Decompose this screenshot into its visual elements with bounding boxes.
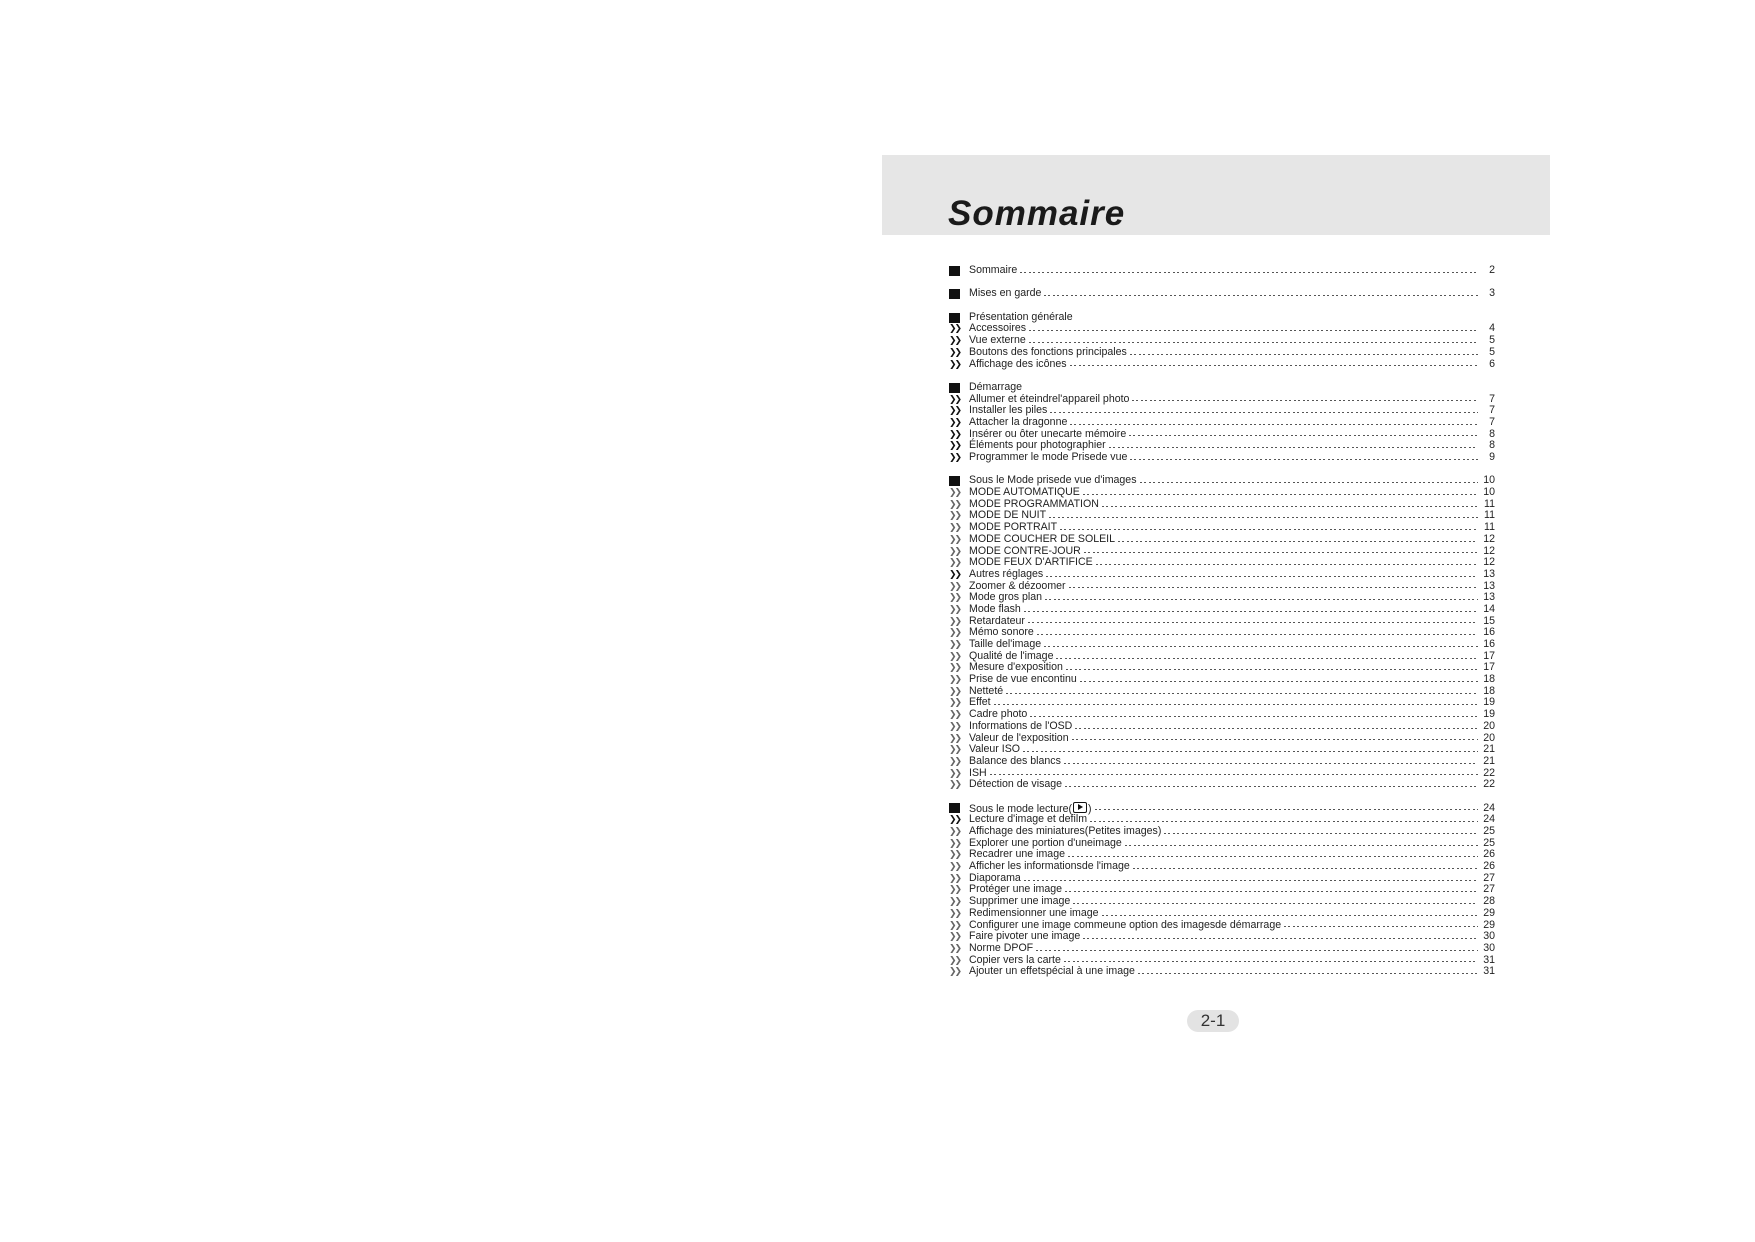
toc-page-number: 5: [1489, 334, 1495, 347]
toc-section: [949, 382, 1495, 464]
toc-entry[interactable]: [949, 943, 1495, 955]
toc-entry-label: Affichage des miniatures(Petites images): [969, 825, 1162, 837]
arrow-bullet-icon: ❯❯: [949, 896, 961, 907]
toc-page-number: 22: [1483, 778, 1495, 791]
arrow-bullet-icon: ❯❯: [949, 452, 961, 462]
play-icon: [1073, 802, 1087, 813]
toc-entry[interactable]: [949, 826, 1495, 838]
toc-entry-label: Supprimer une image: [969, 895, 1071, 908]
toc-entry-label: Mode flash: [969, 602, 1021, 615]
toc-page-number: 25: [1483, 836, 1495, 849]
toc-entry-label: MODE PORTRAIT: [969, 521, 1058, 534]
toc-entry[interactable]: [949, 452, 1495, 464]
toc-heading[interactable]: [949, 382, 1495, 394]
toc-page-number: 13: [1483, 579, 1495, 592]
dot-leader: [1023, 751, 1478, 752]
toc-page-number: 21: [1483, 743, 1495, 756]
square-bullet-icon: [949, 383, 969, 393]
toc-page-number: 21: [1483, 754, 1495, 767]
toc-heading-label: Démarrage: [969, 380, 1022, 393]
dot-leader: [1024, 611, 1478, 612]
arrow-bullet-icon: ❯❯: [949, 826, 961, 836]
arrow-bullet-icon: ❯❯: [949, 931, 961, 942]
toc-heading-label: Sommaire: [969, 264, 1018, 276]
arrow-bullet-icon: ❯❯: [949, 674, 961, 685]
dot-leader: [1133, 868, 1478, 869]
toc-entry[interactable]: [949, 569, 1495, 581]
arrow-bullet-icon: ❯❯: [949, 335, 961, 346]
toc-entry-label: Retardateur: [969, 614, 1025, 627]
toc-page-number: 7: [1489, 392, 1495, 405]
dot-leader: [1056, 658, 1478, 659]
dot-leader: [1132, 400, 1478, 401]
toc-entry-label: Autres réglages: [969, 567, 1044, 580]
toc-heading-label: Sous le Mode prisede vue d'images: [969, 474, 1137, 487]
toc-page-number: 4: [1489, 322, 1495, 335]
toc-entry[interactable]: [949, 697, 1495, 709]
toc-page-number: 10: [1483, 474, 1495, 487]
arrow-bullet-icon: ❯❯: [949, 966, 961, 977]
toc-heading[interactable]: [949, 265, 1495, 277]
toc-page-number: 10: [1483, 486, 1495, 499]
dot-leader: [1118, 541, 1478, 542]
toc-page-number: 6: [1489, 357, 1495, 370]
dot-leader: [1049, 517, 1478, 518]
page-title: Sommaire: [948, 194, 1126, 233]
arrow-bullet-icon: ❯❯: [949, 849, 961, 860]
toc-entry-label: Balance des blancs: [969, 754, 1061, 767]
dot-leader: [1130, 354, 1478, 355]
arrow-bullet-icon: ❯❯: [949, 662, 961, 673]
square-bullet-icon: [949, 266, 969, 276]
arrow-bullet-icon: ❯❯: [949, 685, 961, 696]
dot-leader: [1125, 845, 1478, 846]
toc-page-number: 12: [1483, 532, 1495, 545]
dot-leader: [1065, 786, 1478, 787]
dot-leader: [1070, 424, 1478, 425]
arrow-bullet-icon: ❯❯: [949, 907, 961, 918]
dot-leader: [1068, 856, 1478, 857]
toc-entry-label: Prise de vue encontinu: [969, 673, 1077, 686]
toc-entry-label: MODE DE NUIT: [969, 509, 1047, 522]
page-number: 2-1: [1187, 1010, 1239, 1032]
dot-leader: [1060, 529, 1478, 530]
toc-page-number: 11: [1484, 521, 1495, 534]
toc-page-number: 9: [1489, 451, 1495, 463]
toc-entry[interactable]: [949, 592, 1495, 604]
toc-entry-label: Effet: [969, 696, 991, 709]
toc-entry[interactable]: [949, 756, 1495, 768]
dot-leader: [1102, 506, 1478, 507]
toc-entry[interactable]: [949, 323, 1495, 335]
toc-entry-label: MODE AUTOMATIQUE: [969, 486, 1080, 499]
toc-page-number: 26: [1483, 848, 1495, 861]
dot-leader: [1036, 950, 1478, 951]
toc-page-number: 13: [1483, 567, 1495, 580]
toc-page-number: 7: [1489, 415, 1495, 428]
toc-page-number: 19: [1483, 696, 1495, 709]
dot-leader: [1075, 728, 1478, 729]
arrow-bullet-icon: ❯❯: [949, 533, 961, 544]
arrow-bullet-icon: ❯❯: [949, 323, 961, 334]
arrow-bullet-icon: ❯❯: [949, 872, 961, 883]
dot-leader: [1024, 880, 1478, 881]
toc-page-number: 7: [1489, 404, 1495, 417]
dot-leader: [1130, 459, 1478, 460]
arrow-bullet-icon: ❯❯: [949, 942, 961, 953]
toc-page-number: 18: [1483, 684, 1495, 697]
square-bullet-icon: [949, 289, 969, 299]
square-bullet-icon: [949, 803, 969, 813]
toc-section: [949, 312, 1495, 370]
dot-leader: [1050, 412, 1478, 413]
arrow-bullet-icon: ❯❯: [949, 814, 961, 825]
arrow-bullet-icon: ❯❯: [949, 510, 961, 521]
toc-page-number: 29: [1483, 918, 1495, 931]
dot-leader: [1006, 693, 1478, 694]
dot-leader: [1084, 552, 1478, 553]
toc-entry-label: Mémo sonore: [969, 626, 1034, 639]
toc-page-number: 30: [1483, 941, 1495, 954]
arrow-bullet-icon: ❯❯: [949, 428, 961, 439]
toc-heading[interactable]: [949, 312, 1495, 324]
arrow-bullet-icon: ❯❯: [949, 732, 961, 743]
dot-leader: [1064, 961, 1478, 962]
square-bullet-icon: [949, 313, 969, 323]
toc-entry-label: Affichage des icônes: [969, 357, 1067, 370]
toc-entry-label: MODE FEUX D'ARTIFICE: [969, 556, 1093, 569]
arrow-bullet-icon: ❯❯: [949, 498, 961, 509]
toc-page-number: 19: [1483, 708, 1495, 721]
dot-leader: [1073, 903, 1478, 904]
toc-page-number: 17: [1483, 661, 1495, 674]
dot-leader: [1066, 669, 1478, 670]
arrow-bullet-icon: ❯❯: [949, 709, 961, 720]
toc-page-number: 22: [1483, 766, 1495, 779]
dot-leader: [1037, 634, 1478, 635]
toc-page-number: 2: [1489, 264, 1495, 276]
toc-entry-label: ISH: [969, 766, 987, 779]
toc-entry[interactable]: [949, 417, 1495, 429]
toc-entry[interactable]: [949, 733, 1495, 745]
toc-entry[interactable]: [949, 604, 1495, 616]
dot-leader: [1083, 938, 1478, 939]
arrow-bullet-icon: ❯❯: [949, 568, 961, 579]
toc-page-number: 16: [1483, 638, 1495, 650]
arrow-bullet-icon: ❯❯: [949, 522, 961, 533]
arrow-bullet-icon: ❯❯: [949, 720, 961, 731]
dot-leader: [1080, 681, 1478, 682]
toc-page-number: 8: [1489, 427, 1495, 440]
arrow-bullet-icon: ❯❯: [949, 884, 961, 895]
toc-entry-label: Netteté: [969, 684, 1004, 697]
arrow-bullet-icon: ❯❯: [949, 615, 961, 626]
dot-leader: [1129, 435, 1478, 436]
toc-entry[interactable]: [949, 721, 1495, 733]
toc-heading-label: Mises en garde: [969, 287, 1042, 300]
toc-heading[interactable]: [949, 288, 1495, 300]
dot-leader: [1045, 599, 1478, 600]
toc-page-number: 20: [1483, 719, 1495, 732]
toc-page-number: 27: [1483, 883, 1495, 896]
toc-entry-label: Diaporama: [969, 871, 1021, 884]
toc-page-number: 5: [1489, 345, 1495, 358]
toc-page-number: 16: [1483, 626, 1495, 639]
toc-entry-label: Lecture d'image et defilm: [969, 813, 1088, 826]
dot-leader: [1140, 482, 1479, 483]
toc-entry[interactable]: [949, 908, 1495, 920]
dot-leader: [1096, 564, 1478, 565]
dot-leader: [1069, 587, 1478, 588]
toc-section: [949, 803, 1495, 978]
toc-entry[interactable]: [949, 779, 1495, 791]
toc-page-number: 11: [1484, 497, 1495, 510]
toc-entry[interactable]: [949, 534, 1495, 546]
toc-entry-label: Recadrer une image: [969, 848, 1065, 861]
toc-entry[interactable]: [949, 639, 1495, 651]
toc-entry[interactable]: [949, 966, 1495, 978]
toc-entry[interactable]: [949, 861, 1495, 873]
toc-heading-label: Présentation générale: [969, 310, 1073, 323]
toc-entry-label: Valeur de l'exposition: [969, 731, 1069, 744]
toc-entry[interactable]: [949, 487, 1495, 499]
toc-entry[interactable]: [949, 359, 1495, 371]
dot-leader: [1044, 646, 1478, 647]
toc-section: [949, 288, 1495, 300]
toc-page-number: 3: [1489, 287, 1495, 300]
toc-entry-label: Mesure d'exposition: [969, 661, 1063, 674]
toc-entry-label: Qualité de l'image: [969, 649, 1054, 662]
toc-page-number: 25: [1483, 825, 1495, 837]
toc-entry-label: Copier vers la carte: [969, 953, 1061, 966]
toc-entry-label: Ajouter un effetspécial à une image: [969, 965, 1135, 978]
toc-entry-label: MODE PROGRAMMATION: [969, 497, 1099, 510]
toc-page-number: 26: [1483, 860, 1495, 873]
arrow-bullet-icon: ❯❯: [949, 405, 961, 416]
arrow-bullet-icon: ❯❯: [949, 650, 961, 661]
dot-leader: [1095, 809, 1478, 810]
arrow-bullet-icon: ❯❯: [949, 837, 961, 848]
toc-entry-label: Boutons des fonctions principales: [969, 345, 1127, 358]
arrow-bullet-icon: ❯❯: [949, 744, 961, 755]
arrow-bullet-icon: ❯❯: [949, 767, 961, 778]
toc-entry-label: Configurer une image commeune option des imagesde démarrage: [969, 918, 1282, 931]
arrow-bullet-icon: ❯❯: [949, 440, 961, 451]
dot-leader: [1284, 926, 1478, 927]
arrow-bullet-icon: ❯❯: [949, 919, 961, 930]
toc-page-number: 14: [1483, 602, 1495, 615]
dot-leader: [1164, 833, 1478, 834]
arrow-bullet-icon: ❯❯: [949, 557, 961, 568]
toc-entry-label: Explorer une portion d'uneimage: [969, 836, 1122, 849]
dot-leader: [1029, 342, 1478, 343]
toc-entry[interactable]: [949, 674, 1495, 686]
toc-entry-label: Afficher les informationsde l'image: [969, 860, 1130, 873]
dot-leader: [1064, 763, 1478, 764]
table-of-contents: [949, 265, 1495, 990]
dot-leader: [1070, 365, 1478, 366]
arrow-bullet-icon: ❯❯: [949, 627, 961, 638]
arrow-bullet-icon: ❯❯: [949, 697, 961, 708]
toc-entry-label: Accessoires: [969, 322, 1027, 335]
dot-leader: [1028, 622, 1478, 623]
toc-entry-label: Détection de visage: [969, 778, 1063, 791]
dot-leader: [1102, 915, 1478, 916]
arrow-bullet-icon: ❯❯: [949, 592, 961, 603]
toc-entry-label: Norme DPOF: [969, 941, 1034, 954]
toc-page-number: 27: [1483, 871, 1495, 884]
toc-page-number: 8: [1489, 439, 1495, 452]
toc-section: [949, 265, 1495, 277]
arrow-bullet-icon: ❯❯: [949, 393, 961, 404]
toc-page-number: 11: [1484, 509, 1495, 522]
toc-page-number: 20: [1483, 731, 1495, 744]
toc-entry-label: Mode gros plan: [969, 591, 1043, 604]
dot-leader: [1072, 739, 1478, 740]
toc-entry-label: Informations de l'OSD: [969, 719, 1073, 732]
square-bullet-icon: [949, 476, 969, 486]
toc-entry[interactable]: [949, 347, 1495, 359]
toc-entry-label: Éléments pour photographier: [969, 439, 1106, 452]
dot-leader: [1138, 973, 1478, 974]
toc-entry-label: Faire pivoter une image: [969, 930, 1081, 943]
toc-heading-label: Sous le mode lecture( ): [969, 802, 1092, 815]
arrow-bullet-icon: ❯❯: [949, 416, 961, 427]
toc-entry-label: Valeur ISO: [969, 743, 1021, 756]
dot-leader: [1046, 576, 1478, 577]
toc-page-number: 28: [1483, 895, 1495, 908]
arrow-bullet-icon: ❯❯: [949, 603, 961, 614]
toc-page-number: 12: [1483, 556, 1495, 569]
toc-page-number: 13: [1483, 591, 1495, 604]
dot-leader: [1109, 447, 1478, 448]
toc-page-number: 31: [1483, 953, 1495, 966]
toc-entry-label: MODE CONTRE-JOUR: [969, 544, 1081, 557]
arrow-bullet-icon: ❯❯: [949, 861, 961, 872]
arrow-bullet-icon: ❯❯: [949, 580, 961, 591]
arrow-bullet-icon: ❯❯: [949, 487, 961, 498]
toc-page-number: 24: [1483, 801, 1495, 814]
toc-page-number: 30: [1483, 930, 1495, 943]
toc-entry-label: Insérer ou ôter unecarte mémoire: [969, 427, 1127, 440]
toc-page-number: 29: [1483, 906, 1495, 919]
dot-leader: [1030, 716, 1478, 717]
toc-entry[interactable]: [949, 686, 1495, 698]
dot-leader: [1083, 494, 1478, 495]
arrow-bullet-icon: ❯❯: [949, 639, 961, 649]
toc-page-number: 24: [1483, 813, 1495, 826]
dot-leader: [990, 774, 1478, 775]
toc-entry-label: Vue externe: [969, 334, 1026, 347]
toc-page-number: 17: [1483, 649, 1495, 662]
dot-leader: [1029, 330, 1478, 331]
arrow-bullet-icon: ❯❯: [949, 545, 961, 556]
toc-entry-label: MODE COUCHER DE SOLEIL: [969, 532, 1115, 545]
toc-entry-label: Attacher la dragonne: [969, 415, 1068, 428]
dot-leader: [1044, 295, 1478, 296]
dot-leader: [1020, 272, 1478, 273]
toc-entry-label: Allumer et éteindrel'appareil photo: [969, 392, 1130, 405]
dot-leader: [994, 704, 1478, 705]
toc-entry-label: Taille del'image: [969, 638, 1042, 650]
toc-page-number: 12: [1483, 544, 1495, 557]
arrow-bullet-icon: ❯❯: [949, 346, 961, 357]
toc-entry-label: Redimensionner une image: [969, 906, 1099, 919]
toc-page-number: 31: [1483, 965, 1495, 978]
arrow-bullet-icon: ❯❯: [949, 358, 961, 369]
toc-page-number: 15: [1483, 614, 1495, 627]
arrow-bullet-icon: ❯❯: [949, 755, 961, 766]
dot-leader: [1090, 821, 1478, 822]
toc-page-number: 18: [1483, 673, 1495, 686]
toc-section: [949, 475, 1495, 791]
arrow-bullet-icon: ❯❯: [949, 779, 961, 790]
toc-entry-label: Protéger une image: [969, 883, 1063, 896]
toc-entry-label: Cadre photo: [969, 708, 1028, 721]
toc-entry-label: Installer les piles: [969, 404, 1048, 417]
toc-entry-label: Programmer le mode Prisede vue: [969, 451, 1128, 463]
arrow-bullet-icon: ❯❯: [949, 954, 961, 965]
dot-leader: [1065, 891, 1478, 892]
toc-entry-label: Zoomer & dézoomer: [969, 579, 1066, 592]
